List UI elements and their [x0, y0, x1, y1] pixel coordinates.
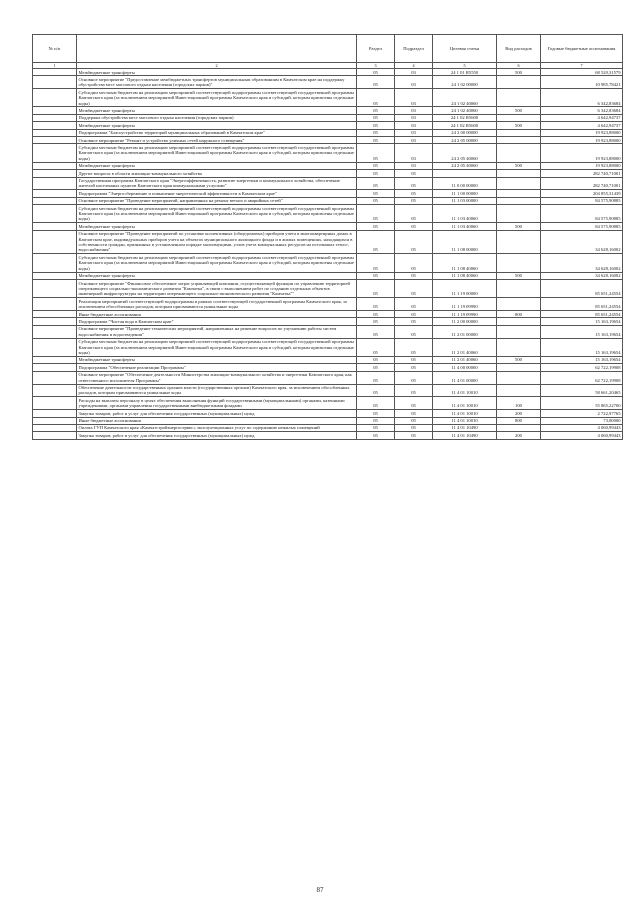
row-name: Субсидии местным бюджетам на реализацию мероприятий соответствующей подпрограммы соответствующей государственной программы Камчатского края (за исключением мероприятий Инвестиционной программы Камчатского края и субсидий, которым присвоены отдельные коды): [77, 338, 357, 356]
table-row: [33, 230, 623, 254]
row-name: Подпрограмма "Чистая вода в Камчатском крае": [77, 318, 357, 325]
row-number: [33, 298, 77, 311]
row-annual-sum: 34 628,16002: [541, 254, 623, 272]
row-number: [33, 230, 77, 254]
row-podrazdel: 05: [395, 311, 433, 318]
column-number: 3: [357, 63, 395, 69]
row-name: Закупка товаров, работ и услуг для обеспечения государственных (муниципальных) нужд: [77, 432, 357, 439]
row-name: Обеспечение деятельности государственных органов власти (государственных органов) Камчатского края, за исключением обособленных расходов, которым присваиваются уникальные коды: [77, 384, 357, 397]
table-row: [33, 424, 623, 431]
row-expense-type: 500: [497, 272, 541, 279]
budget-table: [32, 34, 623, 440]
row-annual-sum: 2 722,97765: [541, 410, 623, 417]
table-header-row: [33, 35, 623, 63]
row-razdel: 05: [357, 397, 395, 410]
row-expense-type: 500: [497, 122, 541, 129]
row-target-article: 11 2 01 40060: [433, 338, 497, 356]
table-row: [33, 298, 623, 311]
row-number: [33, 410, 77, 417]
row-annual-sum: 6 342,83684: [541, 107, 623, 114]
row-name: Субсидии местным бюджетам на реализацию мероприятий соответствующей подпрограммы соответствующей государственной программы Камчатского края (за исключением мероприятий Инвестиционной программы Камчатского края и субсидий, которым присвоены отдельные коды): [77, 144, 357, 162]
row-target-article: 11 2 01 40060: [433, 356, 497, 363]
row-target-article: 24 1 02 00000: [433, 76, 497, 89]
row-razdel: 05: [357, 424, 395, 431]
row-number: [33, 76, 77, 89]
header-no: № п/п: [33, 35, 77, 63]
table-row: [33, 89, 623, 107]
row-razdel: 05: [357, 144, 395, 162]
row-name: Межбюджетные трансферты: [77, 356, 357, 363]
row-number: [33, 137, 77, 144]
row-number: [33, 432, 77, 439]
row-annual-sum: 84 575,90885: [541, 223, 623, 230]
row-expense-type: [497, 144, 541, 162]
row-target-article: 11 1 19 00000: [433, 280, 497, 298]
row-name: Субсидии местным бюджетам на реализацию мероприятий соответствующей подпрограммы соответствующей государственной программы Камчатского края (за исключением мероприятий Инвестиционной программы Камчатского края и субсидий, которым присвоены отдельные коды): [77, 89, 357, 107]
row-podrazdel: 03: [395, 162, 433, 169]
row-target-article: 11 4 01 00000: [433, 371, 497, 384]
row-razdel: 05: [357, 114, 395, 121]
row-number: [33, 338, 77, 356]
table-row: [33, 318, 623, 325]
row-expense-type: [497, 177, 541, 190]
row-razdel: 05: [357, 197, 395, 204]
row-podrazdel: 05: [395, 364, 433, 371]
row-expense-type: [497, 424, 541, 431]
row-target-article: 24 1 02 R5600: [433, 114, 497, 121]
row-target-article: 11 4 00 00000: [433, 364, 497, 371]
row-target-article: 24 2 05 40060: [433, 162, 497, 169]
row-podrazdel: 05: [395, 371, 433, 384]
row-podrazdel: 05: [395, 197, 433, 204]
table-row: [33, 280, 623, 298]
row-number: [33, 129, 77, 136]
row-number: [33, 397, 77, 410]
row-expense-type: [497, 137, 541, 144]
row-number: [33, 107, 77, 114]
table-row: [33, 177, 623, 190]
row-podrazdel: 03: [395, 69, 433, 76]
row-number: [33, 384, 77, 397]
row-target-article: 11 4 01 10010: [433, 417, 497, 424]
row-razdel: 05: [357, 356, 395, 363]
row-razdel: 05: [357, 190, 395, 197]
row-podrazdel: 05: [395, 356, 433, 363]
row-target-article: 11 1 19 09990: [433, 298, 497, 311]
row-annual-sum: 4 060,99443: [541, 432, 623, 439]
row-expense-type: [497, 89, 541, 107]
row-podrazdel: 05: [395, 424, 433, 431]
row-expense-type: [497, 129, 541, 136]
row-target-article: 11 2 00 00000: [433, 318, 497, 325]
row-target-article: 11 4 01 10490: [433, 424, 497, 431]
row-number: [33, 122, 77, 129]
row-podrazdel: 03: [395, 144, 433, 162]
row-number: [33, 190, 77, 197]
row-name: Подпрограмма "Обеспечение реализации Программы": [77, 364, 357, 371]
row-annual-sum: 4 642,94737: [541, 114, 623, 121]
table-row: [33, 432, 623, 439]
row-number: [33, 356, 77, 363]
row-number: [33, 254, 77, 272]
table-row: [33, 144, 623, 162]
row-razdel: 05: [357, 205, 395, 223]
header-target-article: Целевая статья: [433, 35, 497, 63]
row-razdel: 05: [357, 254, 395, 272]
row-target-article: 24 1 02 40060: [433, 107, 497, 114]
row-number: [33, 311, 77, 318]
row-name: Другие вопросы в области жилищно-коммунального хозяйства: [77, 170, 357, 177]
row-name: Основное мероприятие "Обеспечение деятельности Министерства жилищно-коммунального хозяйства и энергетики Камчатского края, как ответственного исполнителя Программы": [77, 371, 357, 384]
column-number: 1: [33, 63, 77, 69]
table-row: [33, 410, 623, 417]
row-annual-sum: 19 923,88000: [541, 162, 623, 169]
table-row: [33, 170, 623, 177]
row-podrazdel: 05: [395, 177, 433, 190]
row-name: Основное мероприятие "Проведение мероприятий по установке коллективных (общедомовых) приборов учета в многоквартирных домах в Камчатском крае, индивидуальных приборов учета на объектах муниципального жилищного фонда и в жилых помещениях, находящихся в собственности граждан, признанных в установленном порядке малоимущими, узлов учета коммунальных ресурсов на источниках тепло-, водоснабжения": [77, 230, 357, 254]
row-razdel: 05: [357, 162, 395, 169]
column-number: 6: [497, 63, 541, 69]
row-podrazdel: 03: [395, 107, 433, 114]
header-name: [77, 35, 357, 63]
row-expense-type: [497, 76, 541, 89]
table-row: [33, 107, 623, 114]
row-number: [33, 197, 77, 204]
row-target-article: 11 0 00 00000: [433, 177, 497, 190]
row-annual-sum: 4 060,99443: [541, 424, 623, 431]
row-number: [33, 144, 77, 162]
row-annual-sum: 84 575,90885: [541, 197, 623, 204]
table-row: [33, 371, 623, 384]
row-expense-type: 500: [497, 356, 541, 363]
row-podrazdel: 03: [395, 114, 433, 121]
row-target-article: 11 1 08 40060: [433, 272, 497, 279]
column-number: 4: [395, 63, 433, 69]
row-target-article: 11 4 01 10490: [433, 432, 497, 439]
row-target-article: 24 1 02 R5600: [433, 122, 497, 129]
row-number: [33, 177, 77, 190]
row-target-article: 11 1 00 00000: [433, 190, 497, 197]
table-row: [33, 137, 623, 144]
row-annual-sum: 73,00000: [541, 417, 623, 424]
row-expense-type: [497, 364, 541, 371]
row-number: [33, 69, 77, 76]
table-row: [33, 338, 623, 356]
row-name: Субсидии местным бюджетам на реализацию мероприятий соответствующей подпрограммы соответствующей государственной программы Камчатского края (за исключением мероприятий Инвестиционной программы Камчатского края и субсидий, которым присвоены отдельные коды): [77, 205, 357, 223]
row-annual-sum: 85 651,24554: [541, 280, 623, 298]
row-target-article: 11 1 08 00000: [433, 230, 497, 254]
row-number: [33, 280, 77, 298]
row-expense-type: [497, 338, 541, 356]
row-razdel: 05: [357, 122, 395, 129]
row-podrazdel: 05: [395, 254, 433, 272]
row-name: Межбюджетные трансферты: [77, 69, 357, 76]
row-expense-type: [497, 114, 541, 121]
row-name: Межбюджетные трансферты: [77, 162, 357, 169]
row-name: Основное мероприятие "Предоставление межбюджетных трансфертов муниципальным образованиям в Камчатском крае на поддержку обустройства мест массового отдыха населения (городских парков)": [77, 76, 357, 89]
table-row: [33, 129, 623, 136]
row-name: Закупка товаров, работ и услуг для обеспечения государственных (муниципальных) нужд: [77, 410, 357, 417]
row-target-article: 11 4 01 10010: [433, 384, 497, 397]
row-name: Подпрограмма "Энергосбережение и повышение энергетической эффективности в Камчатском крае": [77, 190, 357, 197]
row-expense-type: [497, 318, 541, 325]
row-razdel: 05: [357, 338, 395, 356]
row-podrazdel: 05: [395, 384, 433, 397]
row-name: Основное мероприятие "Финансовое обеспечение затрат управляющей компании, осуществляющей функции по управлению территорией опережающего социально-экономического развития "Камчатка", в связи с выполнением работ по созданию отдельных объектов инженерной инфраструктуры на территории опережающего социально-экономического развития "Камчатка"": [77, 280, 357, 298]
row-number: [33, 272, 77, 279]
header-expense-type: Вид расходов: [497, 35, 541, 63]
header-razdel: Раздел: [357, 35, 395, 63]
row-name: Основное мероприятие "Проведение технических мероприятий, направленных на решение вопросов по улучшению работы систем водоснабжения и водоотведения": [77, 325, 357, 338]
row-annual-sum: 62 722,19908: [541, 371, 623, 384]
row-podrazdel: 05: [395, 298, 433, 311]
row-annual-sum: 34 628,16002: [541, 272, 623, 279]
row-annual-sum: 6 342,83684: [541, 89, 623, 107]
row-annual-sum: 85 651,24554: [541, 298, 623, 311]
column-number: 7: [541, 63, 623, 69]
row-number: [33, 223, 77, 230]
row-razdel: 05: [357, 410, 395, 417]
row-number: [33, 170, 77, 177]
row-razdel: 05: [357, 272, 395, 279]
row-expense-type: 200: [497, 410, 541, 417]
row-razdel: 05: [357, 417, 395, 424]
row-name: Иные бюджетные ассигнования: [77, 417, 357, 424]
row-expense-type: 100: [497, 397, 541, 410]
row-target-article: [433, 170, 497, 177]
row-name: Межбюджетные трансферты: [77, 223, 357, 230]
row-number: [33, 371, 77, 384]
row-annual-sum: 15 163,19654: [541, 325, 623, 338]
row-name: Оплата ГУП Камчатского края «Камчатстройэнергосервис» эксплуатационных услуг по содержанию нежилых помещений: [77, 424, 357, 431]
row-razdel: 05: [357, 89, 395, 107]
row-expense-type: [497, 205, 541, 223]
table-row: [33, 356, 623, 363]
row-annual-sum: 282 740,71001: [541, 177, 623, 190]
table-row: [33, 272, 623, 279]
budget-table-page: [32, 34, 622, 440]
row-annual-sum: 10 985,78421: [541, 76, 623, 89]
row-podrazdel: 05: [395, 410, 433, 417]
row-razdel: 05: [357, 230, 395, 254]
row-annual-sum: 15 163,19654: [541, 356, 623, 363]
row-number: [33, 417, 77, 424]
row-annual-sum: 68 520,31579: [541, 69, 623, 76]
row-number: [33, 114, 77, 121]
row-razdel: 05: [357, 311, 395, 318]
row-number: [33, 364, 77, 371]
row-annual-sum: 4 642,94737: [541, 122, 623, 129]
row-expense-type: [497, 371, 541, 384]
table-row: [33, 311, 623, 318]
table-row: [33, 162, 623, 169]
row-annual-sum: 85 651,24554: [541, 311, 623, 318]
row-expense-type: 500: [497, 223, 541, 230]
row-expense-type: 800: [497, 311, 541, 318]
page-number: 87: [316, 886, 324, 894]
row-razdel: 05: [357, 129, 395, 136]
row-podrazdel: 03: [395, 137, 433, 144]
row-razdel: 05: [357, 371, 395, 384]
table-row: [33, 205, 623, 223]
row-razdel: 05: [357, 223, 395, 230]
row-razdel: 05: [357, 384, 395, 397]
row-number: [33, 205, 77, 223]
row-podrazdel: 05: [395, 417, 433, 424]
row-expense-type: [497, 325, 541, 338]
row-podrazdel: 05: [395, 318, 433, 325]
row-annual-sum: 19 923,88000: [541, 129, 623, 136]
row-name: Межбюджетные трансферты: [77, 107, 357, 114]
row-expense-type: [497, 280, 541, 298]
row-podrazdel: 03: [395, 129, 433, 136]
row-razdel: 05: [357, 177, 395, 190]
row-razdel: 05: [357, 137, 395, 144]
table-row: [33, 254, 623, 272]
column-number: 2: [77, 63, 357, 69]
row-annual-sum: 204 855,31439: [541, 190, 623, 197]
table-row: [33, 417, 623, 424]
row-expense-type: [497, 230, 541, 254]
row-podrazdel: 03: [395, 76, 433, 89]
column-number: 5: [433, 63, 497, 69]
row-expense-type: 500: [497, 69, 541, 76]
row-expense-type: 500: [497, 162, 541, 169]
row-name: Основное мероприятие "Проведение мероприятий, направленных на ремонт ветхих и аварийных сетей": [77, 197, 357, 204]
row-name: Государственная программа Камчатского края "Энергоэффективность, развитие энергетики и коммунального хозяйства, обеспечение жителей населенных пунктов Камчатского края коммунальными услугами": [77, 177, 357, 190]
row-podrazdel: 05: [395, 170, 433, 177]
table-row: [33, 223, 623, 230]
table-row: [33, 384, 623, 397]
table-row: [33, 190, 623, 197]
row-razdel: 05: [357, 170, 395, 177]
row-expense-type: 200: [497, 432, 541, 439]
header-annual-sum: Годовые бюджетные ассигнования: [541, 35, 623, 63]
row-annual-sum: 282 740,71001: [541, 170, 623, 177]
header-podrazdel: Подраздел: [395, 35, 433, 63]
row-name: Основное мероприятие "Ремонт и устройство уличных сетей наружного освещения": [77, 137, 357, 144]
row-podrazdel: 05: [395, 190, 433, 197]
row-name: Расходы на выплаты персоналу в целях обеспечения выполнения функций государственными (муниципальными) органами, казенными учреждениями, органами управления государственными внебюджетными фондами: [77, 397, 357, 410]
row-number: [33, 318, 77, 325]
row-podrazdel: 05: [395, 230, 433, 254]
row-razdel: 05: [357, 318, 395, 325]
row-target-article: 11 1 03 40060: [433, 223, 497, 230]
row-target-article: 11 1 03 00000: [433, 197, 497, 204]
row-annual-sum: 34 628,16002: [541, 230, 623, 254]
row-podrazdel: 05: [395, 272, 433, 279]
row-annual-sum: 19 923,88000: [541, 144, 623, 162]
table-row: [33, 76, 623, 89]
row-number: [33, 325, 77, 338]
row-expense-type: [497, 170, 541, 177]
row-annual-sum: 84 575,90885: [541, 205, 623, 223]
row-razdel: 05: [357, 69, 395, 76]
row-razdel: 05: [357, 280, 395, 298]
row-annual-sum: 15 163,19654: [541, 338, 623, 356]
row-number: [33, 424, 77, 431]
row-name: Подпрограмма "Благоустройство территорий муниципальных образований в Камчатском крае": [77, 129, 357, 136]
row-podrazdel: 05: [395, 325, 433, 338]
row-podrazdel: 03: [395, 122, 433, 129]
table-body: [33, 69, 623, 440]
row-expense-type: [497, 298, 541, 311]
row-razdel: 05: [357, 325, 395, 338]
row-expense-type: [497, 254, 541, 272]
table-row: [33, 397, 623, 410]
row-target-article: 11 2 01 00000: [433, 325, 497, 338]
row-target-article: 11 1 08 40060: [433, 254, 497, 272]
row-target-article: 24 2 00 00000: [433, 129, 497, 136]
row-target-article: 11 1 03 40060: [433, 205, 497, 223]
table-row: [33, 325, 623, 338]
row-name: Поддержка обустройства мест массового отдыха населения (городских парков): [77, 114, 357, 121]
row-target-article: 11 4 01 10010: [433, 397, 497, 410]
row-razdel: 05: [357, 107, 395, 114]
row-number: [33, 89, 77, 107]
row-podrazdel: 05: [395, 280, 433, 298]
row-annual-sum: 58 661,20465: [541, 384, 623, 397]
row-razdel: 05: [357, 298, 395, 311]
row-target-article: 24 2 05 00000: [433, 137, 497, 144]
table-row: [33, 364, 623, 371]
row-podrazdel: 05: [395, 223, 433, 230]
table-row: [33, 122, 623, 129]
row-number: [33, 162, 77, 169]
row-target-article: 24 1 01 R5550: [433, 69, 497, 76]
row-expense-type: 800: [497, 417, 541, 424]
row-expense-type: 500: [497, 107, 541, 114]
row-name: Межбюджетные трансферты: [77, 272, 357, 279]
row-podrazdel: 05: [395, 205, 433, 223]
table-row: [33, 69, 623, 76]
row-target-article: 24 1 02 40060: [433, 89, 497, 107]
row-name: Межбюджетные трансферты: [77, 122, 357, 129]
row-name: Субсидии местным бюджетам на реализацию мероприятий соответствующей подпрограммы соответствующей государственной программы Камчатского края (за исключением мероприятий Инвестиционной программы Камчатского края и субсидий, которым присвоены отдельные коды): [77, 254, 357, 272]
row-name: Иные бюджетные ассигнования: [77, 311, 357, 318]
row-razdel: 05: [357, 432, 395, 439]
row-target-article: 24 2 05 40060: [433, 144, 497, 162]
row-podrazdel: 03: [395, 89, 433, 107]
row-annual-sum: 15 163,19654: [541, 318, 623, 325]
row-podrazdel: 05: [395, 432, 433, 439]
row-annual-sum: 19 923,88000: [541, 137, 623, 144]
table-row: [33, 114, 623, 121]
row-razdel: 05: [357, 364, 395, 371]
row-target-article: 11 4 01 10010: [433, 410, 497, 417]
row-podrazdel: 05: [395, 397, 433, 410]
row-expense-type: [497, 190, 541, 197]
row-expense-type: [497, 197, 541, 204]
row-annual-sum: 62 722,19908: [541, 364, 623, 371]
row-name: Реализация мероприятий соответствующей подпрограммы в рамках соответствующей государственной программы Камчатского края, за исключением обособленных расходов, которым присваиваются уникальные коды: [77, 298, 357, 311]
row-expense-type: [497, 384, 541, 397]
table-row: [33, 197, 623, 204]
row-annual-sum: 55 865,22700: [541, 397, 623, 410]
row-podrazdel: 05: [395, 338, 433, 356]
row-target-article: 11 1 19 09990: [433, 311, 497, 318]
row-razdel: 05: [357, 76, 395, 89]
